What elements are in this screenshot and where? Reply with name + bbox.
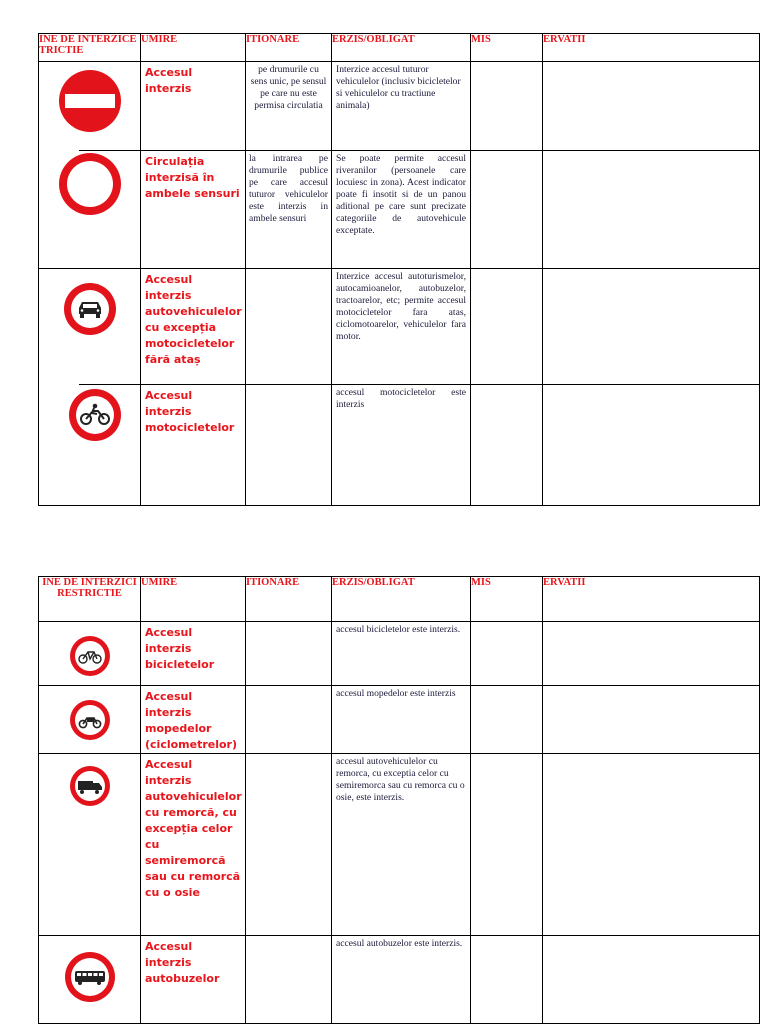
allowed-cell xyxy=(471,151,543,269)
header-allowed: MIS xyxy=(471,34,543,62)
traffic-signs-table-1 xyxy=(38,33,760,506)
observations-cell xyxy=(543,754,760,936)
header-allowed: MIS xyxy=(471,577,543,622)
sign-name: Accesul interzis motocicletelor xyxy=(141,385,246,506)
sign-name: Accesul interzis autobuzelor xyxy=(141,936,246,1024)
sign-description: accesul bicicletelor este interzis. xyxy=(332,622,471,686)
no-motor-vehicles-sign-icon xyxy=(62,281,118,337)
no-motorcycles-sign-icon xyxy=(67,387,123,443)
table-row xyxy=(39,62,760,151)
sign-placement xyxy=(246,686,332,754)
allowed-cell xyxy=(471,686,543,754)
no-trailers-sign-icon xyxy=(68,764,112,808)
header-name: UMIRE xyxy=(141,577,246,622)
header-name: UMIRE xyxy=(141,34,246,62)
sign-cell xyxy=(39,754,141,936)
sign-name: Accesul interzis autovehiculelor cu excepția motocicletelor fără ataș xyxy=(141,269,246,385)
sign-placement xyxy=(246,269,332,385)
sign-cell xyxy=(39,269,141,385)
table-row xyxy=(39,686,760,754)
traffic-signs-table-2 xyxy=(38,576,760,1024)
sign-placement xyxy=(246,622,332,686)
sign-cell xyxy=(39,936,141,1024)
table-header-row xyxy=(39,34,760,62)
sign-name: Accesul interzis mopedelor (ciclometrelor) xyxy=(141,686,246,754)
observations-cell xyxy=(543,385,760,506)
sign-description: accesul motocicletelor este interzis xyxy=(332,385,471,506)
table-row xyxy=(39,151,760,269)
header-placement: ITIONARE xyxy=(246,34,332,62)
allowed-cell xyxy=(471,936,543,1024)
sign-placement: la intrarea pe drumurile publice pe care accesul tuturor vehiculelor este interzis in ambele sensuri xyxy=(246,151,332,269)
sign-name: Accesul interzis autovehiculelor cu remorcă, cu excepția celor cu semiremorcă sau cu remorcă cu o osie xyxy=(141,754,246,936)
sign-description: accesul autobuzelor este interzis. xyxy=(332,936,471,1024)
sign-cell xyxy=(39,151,141,269)
header-forbidden-obligation: ERZIS/OBLIGAT xyxy=(332,34,471,62)
sign-name: Accesul interzis xyxy=(141,62,246,151)
sign-description: Interzice accesul tuturor vehiculelor (inclusiv bicicletelor si vehiculelor cu tractiune animala) xyxy=(332,62,471,151)
header-observations: ERVATII xyxy=(543,34,760,62)
allowed-cell xyxy=(471,385,543,506)
no-buses-sign-icon xyxy=(63,950,117,1004)
table-row xyxy=(39,622,760,686)
table-row xyxy=(39,754,760,936)
table-header-row xyxy=(39,577,760,622)
sign-placement xyxy=(246,385,332,506)
header-placement: ITIONARE xyxy=(246,577,332,622)
sign-description: Interzice accesul autoturismelor, autocamioanelor, autobuzelor, tractoarelor, etc; permite accesul motocicletelor fara atas, ciclomotoarelor, vehiculelor fara motor. xyxy=(332,269,471,385)
sign-name: Accesul interzis bicicletelor xyxy=(141,622,246,686)
sign-placement: pe drumurile cu sens unic, pe sensul pe care nu este permisa circulatia xyxy=(246,62,332,151)
observations-cell xyxy=(543,936,760,1024)
sign-placement xyxy=(246,936,332,1024)
allowed-cell xyxy=(471,62,543,151)
table-row xyxy=(39,385,760,506)
allowed-cell xyxy=(471,269,543,385)
sign-description: accesul autovehiculelor cu remorca, cu exceptia celor cu semiremorca sau cu remorca cu o osie, este interzis. xyxy=(332,754,471,936)
observations-cell xyxy=(543,62,760,151)
header-sign-category: INE DE INTERZICE TRICTIE xyxy=(39,34,141,62)
no-entry-sign-icon xyxy=(57,68,123,134)
table-row xyxy=(39,269,760,385)
sign-description: Se poate permite accesul riveranilor (persoanele care locuiesc in zona). Acest indicator poate fi insotit si de un panou aditional pe care sunt precizate categoriile de autovehicule exceptate. xyxy=(332,151,471,269)
sign-placement xyxy=(246,754,332,936)
allowed-cell xyxy=(471,622,543,686)
observations-cell xyxy=(543,622,760,686)
sign-description: accesul mopedelor este interzis xyxy=(332,686,471,754)
observations-cell xyxy=(543,151,760,269)
header-observations: ERVATII xyxy=(543,577,760,622)
sign-name: Circulația interzisă în ambele sensuri xyxy=(141,151,246,269)
header-forbidden-obligation: ERZIS/OBLIGAT xyxy=(332,577,471,622)
no-vehicles-both-directions-sign-icon xyxy=(57,151,123,217)
no-mopeds-sign-icon xyxy=(68,698,112,742)
sign-cell xyxy=(39,686,141,754)
header-sign-category: INE DE INTERZICI RESTRICTIE xyxy=(39,577,141,622)
no-bicycles-sign-icon xyxy=(68,634,112,678)
table-row xyxy=(39,936,760,1024)
sign-cell xyxy=(39,385,141,506)
sign-cell xyxy=(39,62,141,151)
observations-cell xyxy=(543,269,760,385)
observations-cell xyxy=(543,686,760,754)
sign-cell xyxy=(39,622,141,686)
allowed-cell xyxy=(471,754,543,936)
